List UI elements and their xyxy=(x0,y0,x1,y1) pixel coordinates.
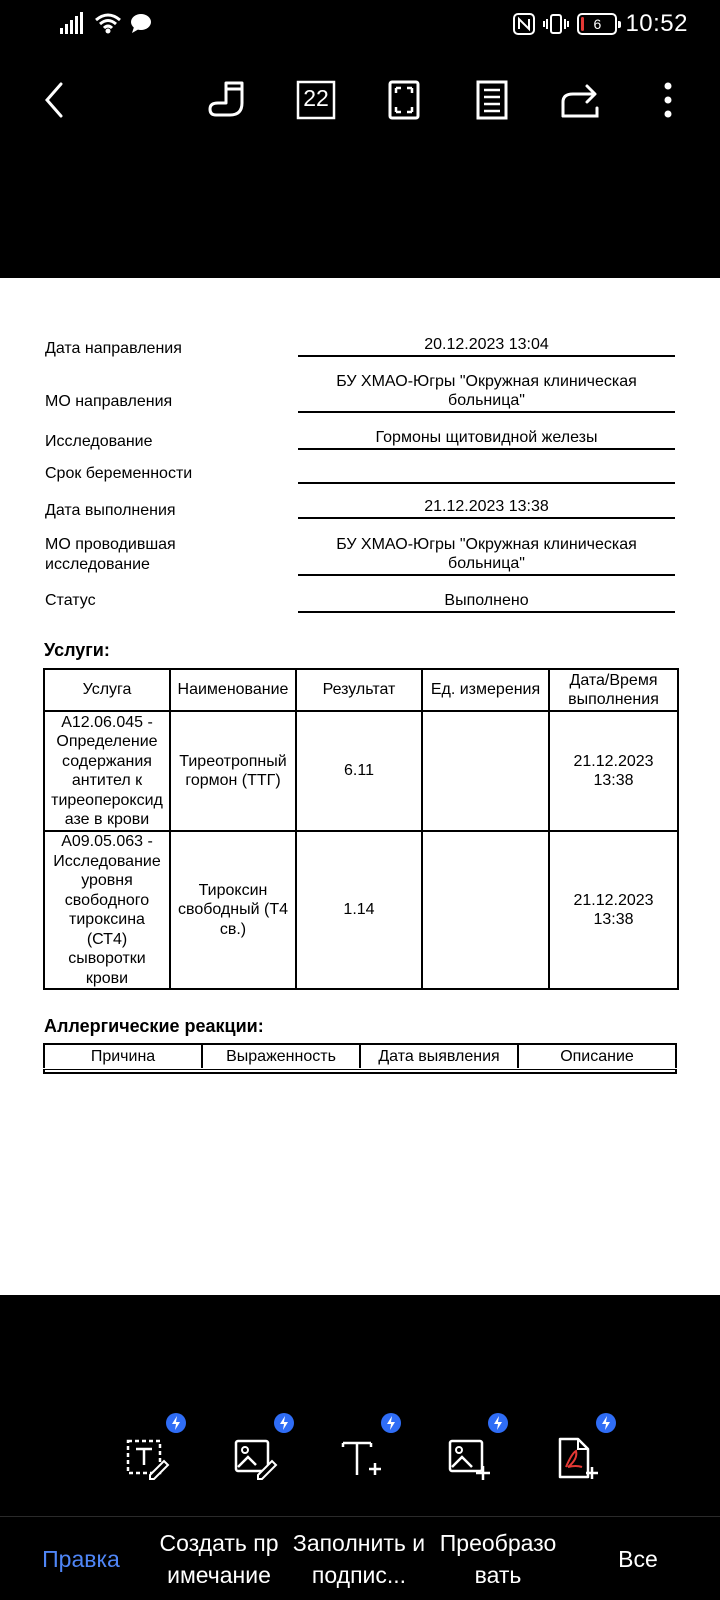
table-header-cell: Результат xyxy=(296,669,422,711)
table-cell: 1.14 xyxy=(296,831,422,989)
document-page[interactable] xyxy=(0,278,720,1295)
table-cell: 21.12.2023 13:38 xyxy=(549,831,678,989)
field-label: МО направления xyxy=(45,393,173,410)
services-title: Услуги: xyxy=(44,640,110,660)
lightning-badge-icon xyxy=(274,1413,294,1433)
field-completion-date xyxy=(45,497,675,521)
sock-tool-button[interactable] xyxy=(202,74,254,126)
field-label: Дата выполнения xyxy=(45,502,176,519)
nfc-icon xyxy=(513,13,535,35)
wifi-icon xyxy=(94,12,122,34)
page-layout-icon xyxy=(475,79,509,121)
page-count-text: 22 xyxy=(303,85,329,111)
top-toolbar xyxy=(0,60,720,140)
table-cell: 21.12.2023 13:38 xyxy=(549,711,678,831)
table-header-cell: Описание xyxy=(518,1044,676,1068)
text-box-tool[interactable] xyxy=(126,1415,186,1485)
field-value: Выполнено xyxy=(298,591,675,613)
chat-bubble-icon xyxy=(130,13,152,33)
field-value: БУ ХМАО-Югры "Окружная клиническая больница" xyxy=(298,535,675,576)
tab-convert[interactable]: Преобразо вать xyxy=(439,1530,557,1588)
battery-icon xyxy=(577,13,617,35)
table-cell: Тиреотропный гормон (ТТГ) xyxy=(170,711,296,831)
bottom-tab-bar xyxy=(0,1516,720,1600)
field-value: 21.12.2023 13:38 xyxy=(298,497,675,519)
image-edit-icon xyxy=(234,1437,278,1481)
back-button[interactable] xyxy=(28,74,80,126)
allergy-table-empty-body xyxy=(43,1069,677,1074)
table-row xyxy=(44,711,678,831)
field-performing-org xyxy=(45,535,675,579)
table-header-row xyxy=(44,1044,676,1068)
table-header-cell: Наименование xyxy=(170,669,296,711)
more-options-button[interactable] xyxy=(642,74,694,126)
page-layout-button[interactable] xyxy=(466,74,518,126)
table-header-cell: Ед. измерения xyxy=(422,669,549,711)
table-cell: A12.06.045 - Определение содержания антител к тиреопероксид азе в крови xyxy=(44,711,170,831)
field-label: Срок беременности xyxy=(45,465,193,482)
share-button[interactable] xyxy=(554,74,606,126)
field-label: МО проводившая исследование xyxy=(45,536,176,573)
tools-row xyxy=(0,1415,720,1495)
table-cell: A09.05.063 - Исследование уровня свободного тироксина (СТ4) сыворотки крови xyxy=(44,831,170,989)
add-pdf-tool[interactable] xyxy=(556,1415,616,1485)
status-bar xyxy=(0,0,720,52)
text-box-edit-icon xyxy=(126,1437,170,1481)
field-value: Гормоны щитовидной железы xyxy=(298,428,675,450)
lightning-badge-icon xyxy=(166,1413,186,1433)
status-time: 10:52 xyxy=(625,10,688,37)
share-icon xyxy=(559,80,601,120)
field-label: Дата направления xyxy=(45,340,182,357)
table-row xyxy=(44,831,678,989)
tab-all[interactable]: Все xyxy=(618,1546,658,1572)
allergy-title: Аллергические реакции: xyxy=(44,1016,264,1036)
allergy-table xyxy=(43,1043,677,1068)
table-header-cell: Дата/Время выполнения xyxy=(549,669,678,711)
tab-create-note[interactable]: Создать пр имечание xyxy=(159,1530,279,1588)
field-label: Исследование xyxy=(45,433,153,450)
field-value: БУ ХМАО-Югры "Окружная клиническая больница" xyxy=(298,372,675,413)
table-header-cell: Услуга xyxy=(44,669,170,711)
lightning-badge-icon xyxy=(488,1413,508,1433)
vibrate-icon xyxy=(543,13,569,35)
field-study xyxy=(45,428,675,452)
field-value: 20.12.2023 13:04 xyxy=(298,335,675,357)
field-label: Статус xyxy=(45,592,96,609)
table-cell: 6.11 xyxy=(296,711,422,831)
table-header-cell: Выраженность xyxy=(202,1044,360,1068)
table-header-cell: Причина xyxy=(44,1044,202,1068)
edit-image-tool[interactable] xyxy=(234,1415,294,1485)
page-count-button[interactable] xyxy=(290,74,342,126)
image-add-icon xyxy=(448,1437,492,1481)
battery-level: 6 xyxy=(593,16,602,32)
sock-icon xyxy=(206,79,250,121)
table-cell xyxy=(422,711,549,831)
add-image-tool[interactable] xyxy=(448,1415,508,1485)
pdf-add-icon xyxy=(556,1437,600,1481)
table-header-cell: Дата выявления xyxy=(360,1044,518,1068)
services-table xyxy=(43,668,679,990)
field-referral-date xyxy=(45,335,675,359)
tab-edit[interactable]: Правка xyxy=(42,1546,120,1572)
field-status xyxy=(45,591,675,615)
more-vertical-icon xyxy=(662,80,674,120)
table-header-row xyxy=(44,669,678,711)
add-text-tool[interactable] xyxy=(341,1415,401,1485)
table-cell: Тироксин свободный (Т4 св.) xyxy=(170,831,296,989)
fit-page-button[interactable] xyxy=(378,74,430,126)
field-value xyxy=(298,464,675,484)
lightning-badge-icon xyxy=(596,1413,616,1433)
table-cell xyxy=(422,831,549,989)
signal-icon xyxy=(60,12,86,34)
tab-fill-sign[interactable]: Заполнить и подпис... xyxy=(292,1530,426,1588)
crop-frame-icon xyxy=(387,79,421,121)
chevron-left-icon xyxy=(39,80,69,120)
field-referral-org xyxy=(45,372,675,416)
field-pregnancy-term xyxy=(45,464,675,488)
text-add-icon xyxy=(341,1437,385,1481)
lightning-badge-icon xyxy=(381,1413,401,1433)
